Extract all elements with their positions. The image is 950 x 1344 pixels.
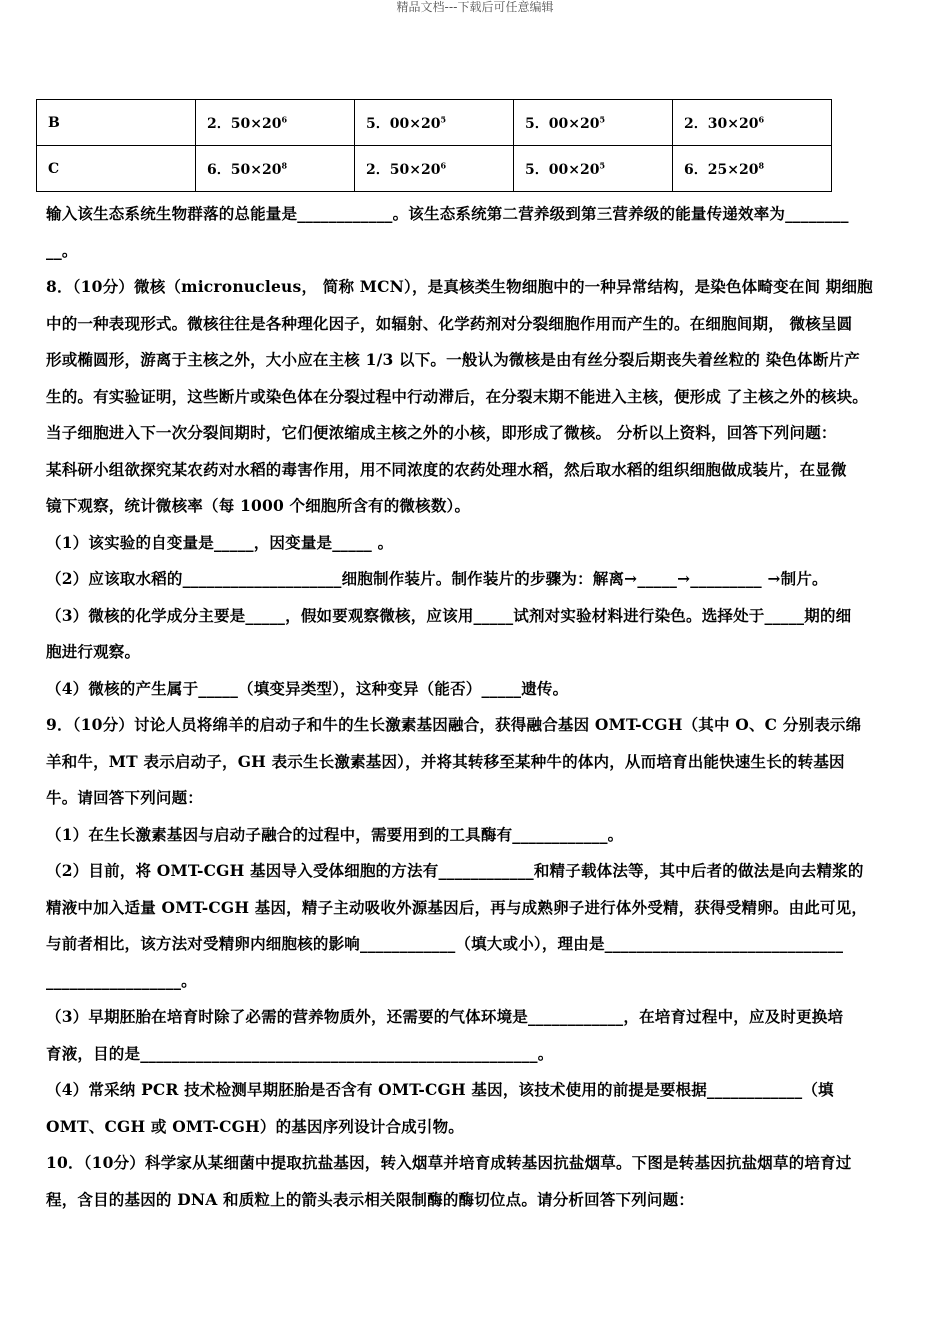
table-row	[37, 100, 832, 146]
text-line: 精液中加入适量 OMT-CGH 基因，精子主动吸收外源基因后，再与成熟卵子进行体外受精，获得受精卵。由此可见，	[46, 897, 868, 917]
table-cell: 2．$50\times 20^6$	[355, 146, 514, 192]
row-label: B	[37, 100, 196, 146]
table-cell: 2．$50\times 20^6$	[196, 100, 355, 146]
text-line: （4）微核的产生属于_____（填变异类型），这种变异（能否）_____遗传。	[46, 678, 569, 698]
text-line: 中的一种表现形式。微核往往是各种理化因子，如辐射、化学药剂对分裂细胞作用而产生的。在细胞间期， 微核呈圆	[46, 313, 853, 333]
text-line: 牛。请回答下列问题：	[46, 788, 204, 807]
text-line: （2）应该取水稻的____________________细胞制作装片。制作装片的步骤为：解离→_____→_________ →制片。	[46, 569, 828, 588]
text-line: OMT、CGH 或 OMT-CGH）的基因序列设计合成引物。	[46, 1116, 464, 1136]
text-line: （2）目前，将 OMT-CGH 基因导入受体细胞的方法有____________和精子载体法等，其中后者的做法是向去精浆的	[46, 861, 864, 880]
text-line: （4）常采纳 PCR 技术检测早期胚胎是否含有 OMT-CGH 基因，该技术使用的前提是要根据____________（填	[46, 1080, 834, 1099]
energy-table	[36, 99, 832, 192]
text-line: _________________。	[46, 970, 197, 990]
text-line: 胞进行观察。	[46, 642, 141, 661]
table-cell: 5．$00\times 20^5$	[514, 146, 673, 192]
text-line: __。	[46, 240, 78, 260]
text-line: 当子细胞进入下一次分裂间期时，它们便浓缩成主核之外的小核，即形成了微核。 分析以上资料，回答下列问题：	[46, 423, 837, 442]
text-line: 与前者相比，该方法对受精卵内细胞核的影响____________（填大或小），理由是______________________________	[46, 934, 844, 953]
text-line: 9．（10分）讨论人员将绵羊的启动子和牛的生长激素基因融合，获得融合基因 OMT-CGH（其中 O、C 分别表示绵	[46, 715, 862, 734]
row-label: C	[37, 146, 196, 192]
table-cell: 6．$50\times 20^8$	[196, 146, 355, 192]
text-line: 8．（10分）微核（micronucleus， 简称 MCN），是真核类生物细胞中的一种异常结构，是染色体畸变在间 期细胞	[46, 277, 873, 296]
question-text	[46, 196, 906, 1218]
text-line: 羊和牛，MT 表示启动子，GH 表示生长激素基因），并将其转移至某种牛的体内，从而培育出能快速生长的转基因	[46, 751, 845, 771]
text-line: （3）微核的化学成分主要是_____，假如要观察微核，应该用_____试剂对实验材料进行染色。选择处于_____期的细	[46, 605, 852, 625]
text-line: 某科研小组欲探究某农药对水稻的毒害作用，用不同浓度的农药处理水稻，然后取水稻的组织细胞做成装片，在显微	[46, 459, 847, 479]
text-line: 育液，目的是__________________________________________________。	[46, 1043, 554, 1063]
text-line: 形或椭圆形，游离于主核之外，大小应在主核 1/3 以下。一般认为微核是由有丝分裂后期丧失着丝粒的 染色体断片产	[46, 350, 860, 369]
page-header: 精品文档---下载后可任意编辑	[396, 0, 554, 14]
text-line: 10．（10分）科学家从某细菌中提取抗盐基因，转入烟草并培育成转基因抗盐烟草。下图是转基因抗盐烟草的培育过	[46, 1153, 852, 1172]
table-cell: 6．$25\times 20^8$	[673, 146, 832, 192]
text-line: 程，含目的基因的 DNA 和质粒上的箭头表示相关限制酶的酶切位点。请分析回答下列问题：	[46, 1189, 695, 1209]
text-line: 生的。有实验证明，这些断片或染色体在分裂过程中行动滞后，在分裂末期不能进入主核，便形成 了主核之外的核块。	[46, 386, 869, 406]
text-line: 输入该生态系统生物群落的总能量是____________。该生态系统第二营养级到第三营养级的能量传递效率为________	[46, 204, 849, 223]
text-line: （1）在生长激素基因与启动子融合的过程中，需要用到的工具酶有____________。	[46, 824, 624, 844]
text-line: （3）早期胚胎在培育时除了必需的营养物质外，还需要的气体环境是____________，在培育过程中，应及时更换培	[46, 1007, 844, 1026]
table-cell: 2．$30\times 20^6$	[673, 100, 832, 146]
table-row	[37, 146, 832, 192]
text-line: 镜下观察，统计微核率（每 1000 个细胞所含有的微核数）。	[46, 496, 471, 515]
table-cell: 5．$00\times 20^5$	[514, 100, 673, 146]
table-cell: 5．$00\times 20^5$	[355, 100, 514, 146]
text-line: （1）该实验的自变量是_____，因变量是_____ 。	[46, 532, 394, 552]
